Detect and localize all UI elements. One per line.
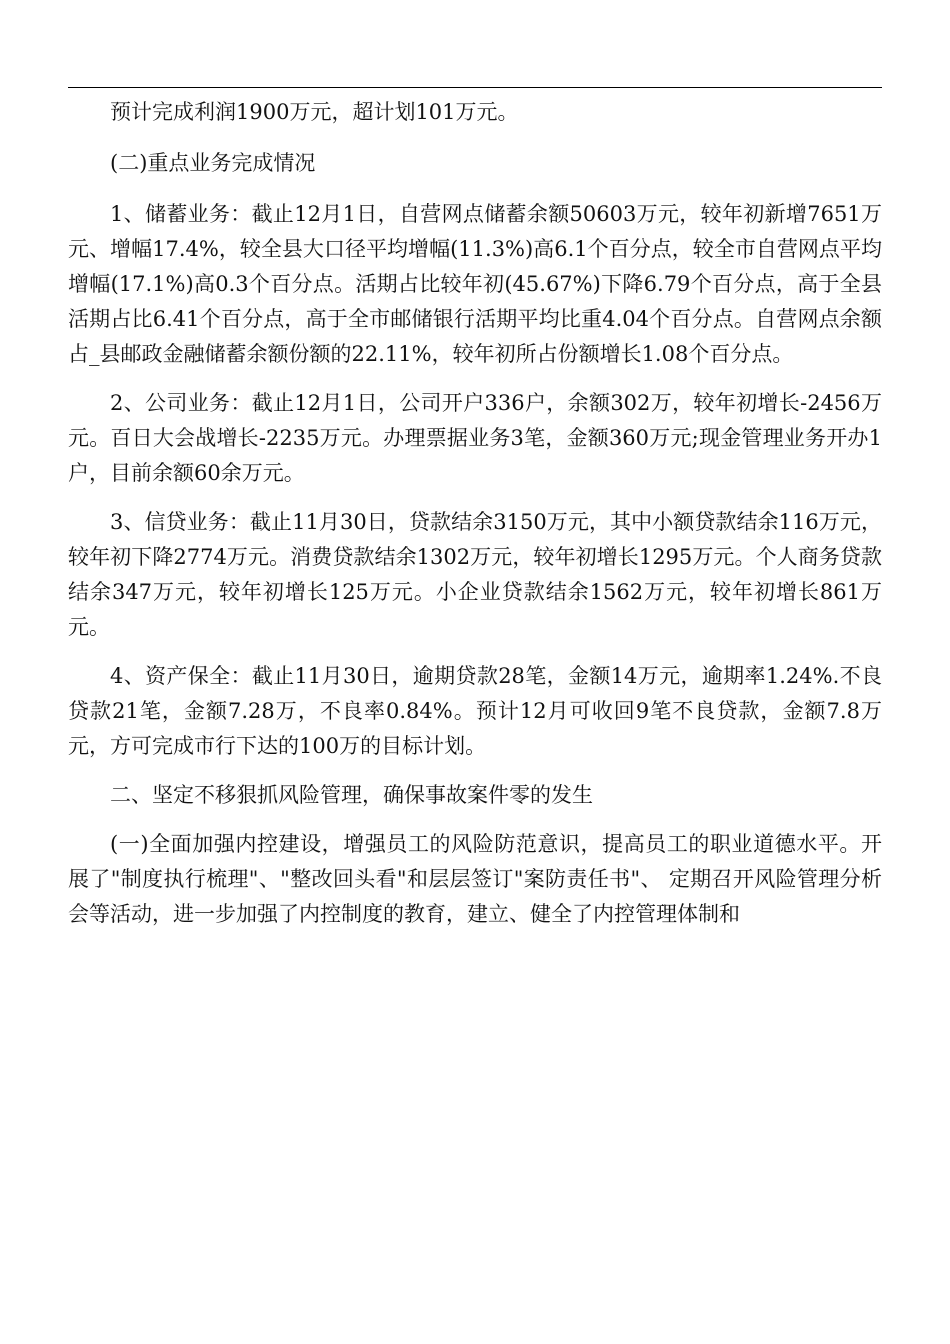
paragraph-asset-preservation: 4、资产保全：截止11月30日，逾期贷款28笔，金额14万元，逾期率1.24%.不良贷款21笔，金额7.28万，不良率0.84%。预计12月可收回9笔不良贷款，金额7.8万元，方可完成市行下达的100万的目标计划。 — [68, 664, 882, 758]
section-heading-key-business: (二)重点业务完成情况 — [110, 151, 316, 175]
paragraph-internal-control: (一)全面加强内控建设，增强员工的风险防范意识，提高员工的职业道德水平。开展了"制度执行梳理"、"整改回头看"和层层签订"案防责任书"、 定期召开风险管理分析会等活动，进一步加强了内控制度的教育，建立、健全了内控管理体制和 — [68, 832, 882, 926]
paragraph-savings-business: 1、储蓄业务：截止12月1日，自营网点储蓄余额50603万元，较年初新增7651万元、增幅17.4%，较全县大口径平均增幅(11.3%)高6.1个百分点，较全市自营网点平均增幅(17.1%)高0.3个百分点。活期占比较年初(45.67%)下降6.79个百分点，高于全县活期占比6.41个百分点，高于全市邮储银行活期平均比重4.04个百分点。自营网点余额占_县邮政金融储蓄余额份额的22.11%，较年初所占份额增长1.08个百分点。 — [68, 202, 882, 366]
header-rule — [68, 87, 882, 88]
paragraph-profit-forecast: 预计完成利润1900万元，超计划101万元。 — [110, 100, 519, 124]
section-heading-risk-management: 二、坚定不移狠抓风险管理，确保事故案件零的发生 — [110, 783, 593, 807]
paragraph-credit-business: 3、信贷业务：截止11月30日，贷款结余3150万元，其中小额贷款结余116万元，较年初下降2774万元。消费贷款结余1302万元，较年初增长1295万元。个人商务贷款结余347万元，较年初增长125万元。小企业贷款结余1562万元，较年初增长861万元。 — [68, 510, 882, 639]
paragraph-corporate-business: 2、公司业务：截止12月1日，公司开户336户，余额302万，较年初增长-2456万元。百日大会战增长-2235万元。办理票据业务3笔，金额360万元;现金管理业务开办1户，目前余额60余万元。 — [68, 391, 882, 485]
document-body — [68, 95, 882, 932]
